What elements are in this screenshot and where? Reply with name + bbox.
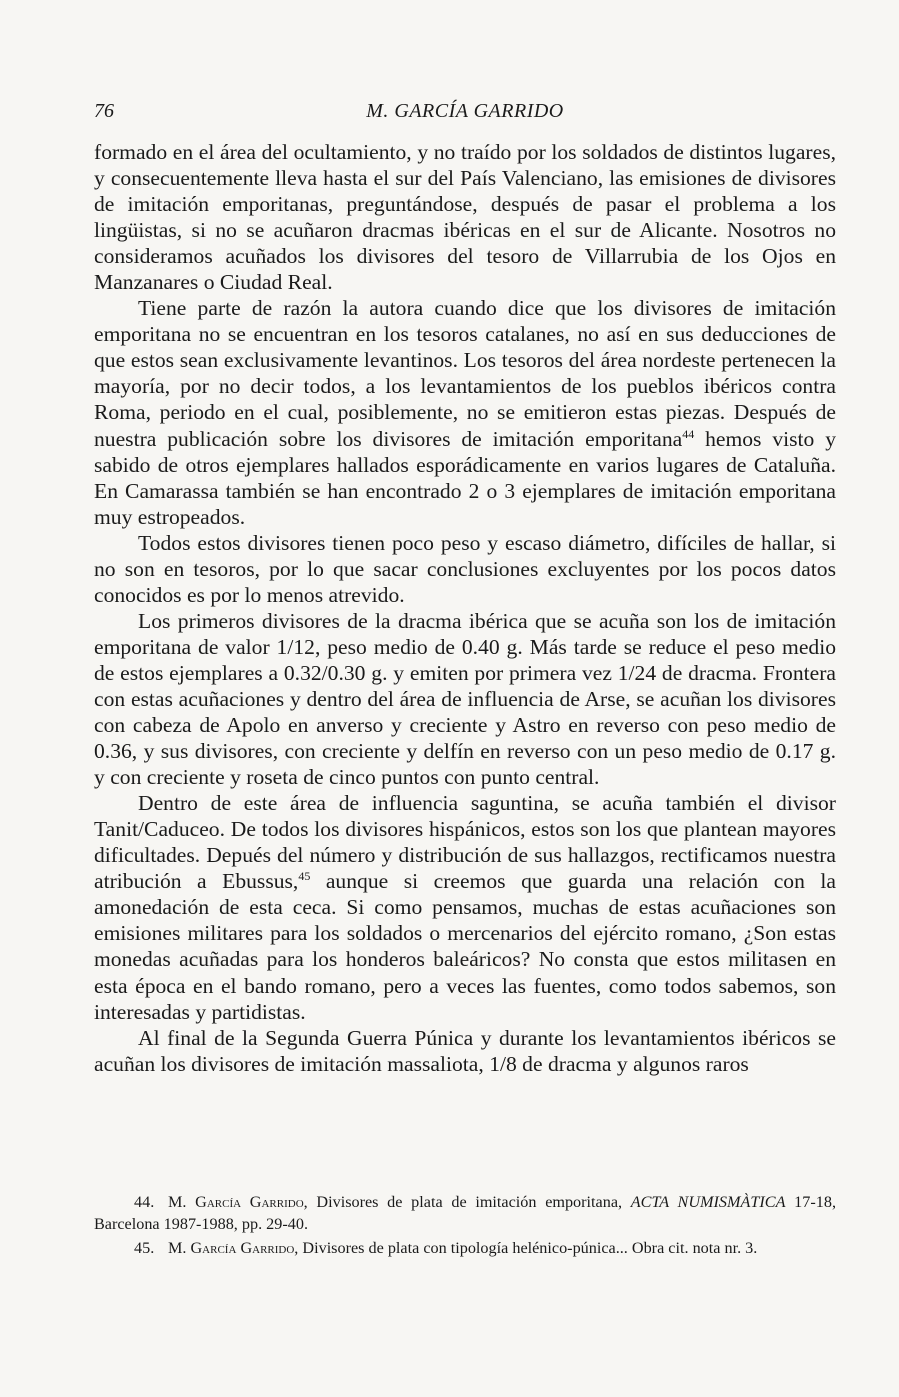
footnote-number: 45. [134, 1239, 155, 1257]
footnotes [94, 1192, 836, 1263]
footnote: 44. M. García Garrido, Divisores de plata de imitación emporitana, ACTA NUMISMÀTICA 17-18, Barcelona 1987-1988, pp. 29-40. [94, 1193, 836, 1233]
paragraph: Al final de la Segunda Guerra Púnica y durante los levantamientos ibéricos se acuñan los divisores de imitación massaliota, 1/8 de dracma y algunos raros [94, 1025, 836, 1076]
paragraph: Todos estos divisores tienen poco peso y escaso diámetro, difíciles de hallar, si no son en tesoros, por lo que sacar conclusiones excluyentes por los pocos datos conocidos es por lo menos atrevido. [94, 530, 836, 607]
footnote-ref[interactable]: 44 [682, 426, 695, 441]
running-head: M. GARCÍA GARRIDO [366, 100, 564, 122]
paragraph: formado en el área del ocultamiento, y no traído por los soldados de distintos lugares, y consecuentemente lleva hasta el sur del País Valenciano, las emisiones de divisores de imitación emporitanas, preguntándose, después de pasar el problema a los lingüistas, si no se acuñaron dracmas ibéricas en el sur de Alicante. Nosotros no consideramos acuñados los divisores del tesoro de Villarrubia de los Ojos en Manzanares o Ciudad Real. [94, 140, 836, 295]
page-header [94, 100, 836, 126]
page-number: 76 [94, 100, 114, 122]
journal-title: ACTA NUMISMÀTICA [630, 1193, 786, 1211]
footnote-author: M. García Garrido, [168, 1239, 299, 1257]
footnote-author: M. García Garrido, [168, 1193, 308, 1211]
paragraph: Los primeros divisores de la dracma ibérica que se acuña son los de imitación emporitana de valor 1/12, peso medio de 0.40 g. Más tarde se reduce el peso medio de estos ejemplares a 0.32/0.30 g. y emiten por primera vez 1/24 de dracma. Frontera con estas acuñaciones y dentro del área de influencia de Arse, se acuñan los divisores con cabeza de Apolo en anverso y creciente y Astro en reverso con peso medio de 0.36, y sus divisores, con creciente y delfín en reverso con un peso medio de 0.17 g. y con creciente y roseta de cinco puntos con punto central. [94, 608, 836, 790]
body-text [94, 139, 836, 1077]
footnote: 45. M. García Garrido, Divisores de plata con tipología helénico-púnica... Obra cit. nota nr. 3. [94, 1238, 836, 1260]
footnote-ref[interactable]: 45 [298, 869, 311, 884]
paragraph: Tiene parte de razón la autora cuando dice que los divisores de imitación emporitana no se encuentran en los tesoros catalanes, no así en sus deducciones de que estos sean exclusivamente levantinos. Los tesoros del área nordeste pertenecen la mayoría, por no decir todos, a los levantamientos de los pueblos ibéricos contra Roma, periodo en el cual, posiblemente, no se emitieron estas piezas. Después de nuestra publicación sobre los divisores de imitación emporitana$^{44}$ hemos visto y sabido de otros ejemplares hallados esporádicamente en varios lugares de Cataluña. En Camarassa también se han encontrado 2 o 3 ejemplares de imitación emporitana muy estropeados. [94, 296, 836, 529]
footnote-number: 44. [134, 1193, 155, 1211]
paragraph: Dentro de este área de influencia saguntina, se acuña también el divisor Tanit/Caduceo. De todos los divisores hispánicos, estos son los que plantean mayores dificultades. Depués del número y distribución de sus hallazgos, rectificamos nuestra atribución a Ebussus,$^{45}$ aunque si creemos que guarda una relación con la amonedación de esta ceca. Si como pensamos, muchas de estas acuñaciones son emisiones militares para los soldados o mercenarios del ejército romano, ¿Son estas monedas acuñadas para los honderos baleáricos? No consta que estos militasen en esta época en el bando romano, pero a veces las fuentes, como todos sabemos, son interesadas y partidistas. [94, 791, 836, 1024]
